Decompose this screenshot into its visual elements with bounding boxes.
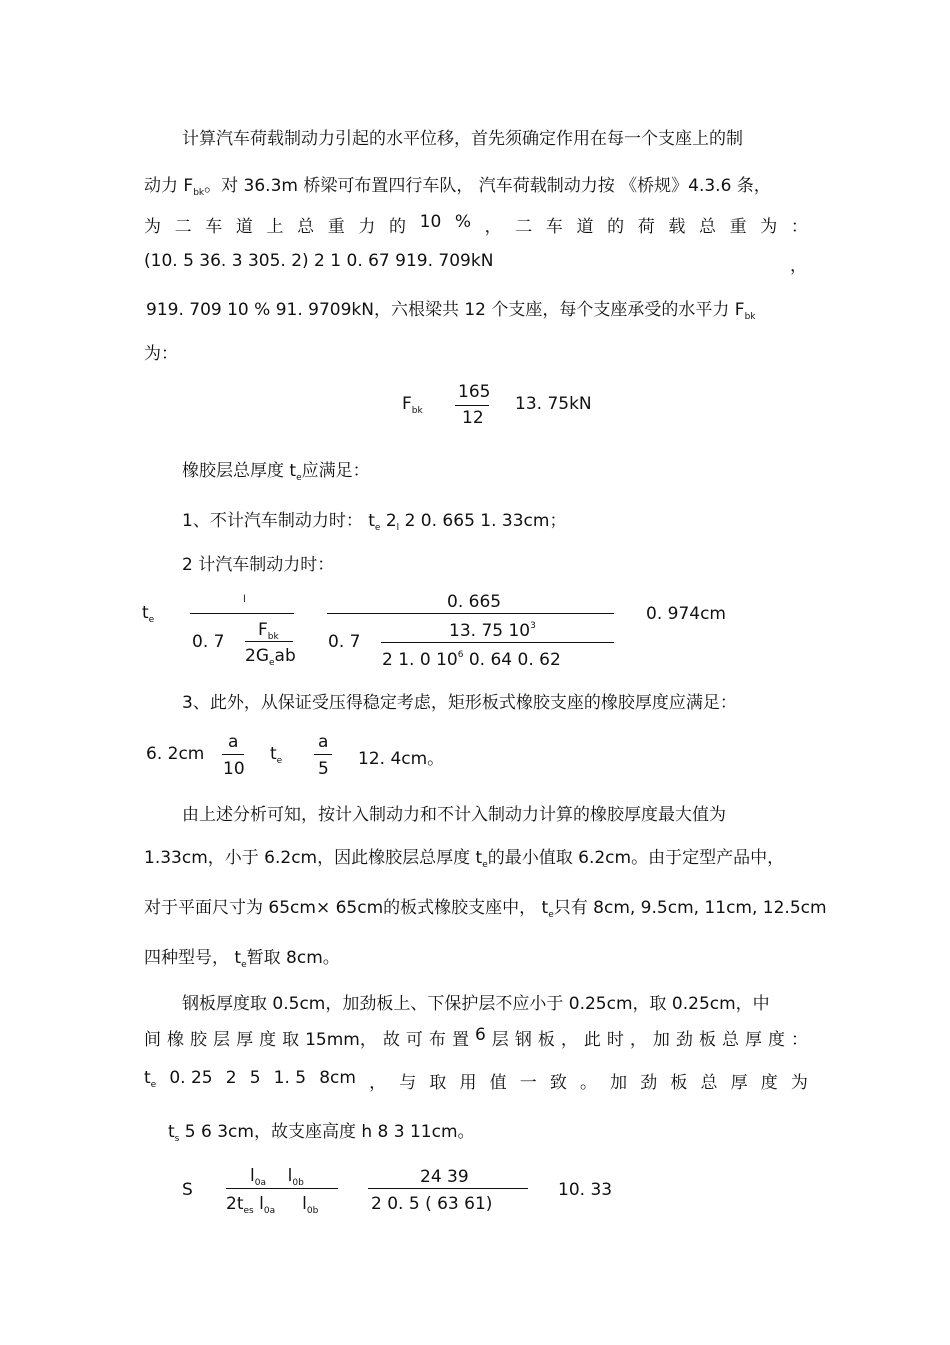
p4-l4-b: 5 6 3cm，故支座高度 h 8 3 11cm。 xyxy=(179,1122,475,1142)
para4-line2-token: 加 xyxy=(652,1030,670,1050)
para1-line3-token: 力 xyxy=(358,217,376,237)
line5-text: 919. 709 10 % 91. 9709kN，六根梁共 12 个支座，每个支座承受的水平力 F xyxy=(146,300,745,320)
para4-line3-token: 2 xyxy=(225,1068,237,1088)
f2-lhs-text: t xyxy=(142,603,149,623)
para1-line3-token: 为 xyxy=(760,217,778,237)
para1-line3-token: 的 xyxy=(607,217,625,237)
para4-line2-token: 度 xyxy=(259,1030,277,1050)
para4-line2-token: ， xyxy=(560,1030,578,1050)
para1-line3-token: 车 xyxy=(545,217,563,237)
para4-line3-token: 与 xyxy=(399,1073,417,1093)
f2-den2-a: 0. 7 xyxy=(328,632,361,652)
f3-mid-text: t xyxy=(270,744,277,764)
para4-line3-token: 度 xyxy=(760,1073,778,1093)
item1-sub2: l xyxy=(396,523,400,533)
f2-num2: 0. 665 xyxy=(447,592,502,612)
p4-l3-t-sub: e xyxy=(150,1080,157,1090)
para4-line2 xyxy=(144,1025,808,1050)
f4-num2: 24 39 xyxy=(420,1167,469,1187)
para4-line2-token: 此 xyxy=(583,1030,601,1050)
f2-den1-den xyxy=(245,646,296,666)
para4-line4 xyxy=(168,1117,475,1142)
f4-den2: 2 0. 5 ( 63 61) xyxy=(371,1194,493,1214)
f1-lhs-text: F xyxy=(402,394,412,414)
f2-bar2 xyxy=(327,613,614,614)
p4-l3-t-text: t xyxy=(144,1068,151,1088)
f2-den2-den xyxy=(382,650,561,670)
para4-line3-token: 劲 xyxy=(640,1073,658,1093)
para4-line2-token: 厚 xyxy=(744,1030,762,1050)
para4-line2-token: 6 xyxy=(474,1025,486,1045)
para1-line1: 计算汽车荷载制动力引起的水平位移，首先须确定作用在每一个支座上的制 xyxy=(182,129,743,149)
para1-line3-token: 二 xyxy=(515,217,533,237)
p4-l4-a: t xyxy=(168,1122,175,1142)
para4-line2-token: 层 xyxy=(213,1030,231,1050)
para4-line3-token: 加 xyxy=(610,1073,628,1093)
f2-rhs: 0. 974cm xyxy=(646,604,726,624)
para4-line2-token: 板 xyxy=(537,1030,555,1050)
f2-den2-den-sup: 6 xyxy=(457,650,464,660)
item3: 3、此外，从保证受压得稳定考虑，矩形板式橡胶支座的橡胶厚度应满足： xyxy=(182,693,737,713)
para4-line2-token: 故 xyxy=(382,1030,400,1050)
para4-line2-token: 可 xyxy=(405,1030,423,1050)
line2-text-b: 。对 36.3m 桥梁可布置四行车队， 汽车荷载制动力按 《桥规》4.3.6 条， xyxy=(204,176,771,196)
para4-line3-token: 取 xyxy=(429,1073,447,1093)
f2-den1-den-sub: e xyxy=(269,658,275,668)
para4-line2-token: 布 xyxy=(428,1030,446,1050)
para1-line3-token: 道 xyxy=(576,217,594,237)
para1-line3-token: 总 xyxy=(699,217,717,237)
para4-line3-token: 0. 25 xyxy=(169,1068,213,1088)
para3-l3-a: 对于平面尺寸为 65cm× 65cm的板式橡胶支座中， t xyxy=(144,898,549,918)
f1-den: 12 xyxy=(462,408,484,428)
para4-line3-token: 为 xyxy=(790,1073,808,1093)
para1-line3-token: 二 xyxy=(174,217,192,237)
para4-line3-token: ， xyxy=(369,1073,387,1093)
item2: 2 计汽车制动力时： xyxy=(182,555,335,575)
para1-line3-token: 总 xyxy=(297,217,315,237)
para1-line4: (10. 5 36. 3 305. 2) 2 1 0. 67 919. 709kN xyxy=(144,251,494,271)
para4-line3-token: 值 xyxy=(489,1073,507,1093)
para1-line3-token: ， xyxy=(484,217,502,237)
f3-right: 12. 4cm。 xyxy=(358,749,445,769)
item1-text-b: 2 xyxy=(380,511,397,531)
para3-line2 xyxy=(144,843,784,868)
para1-line6: 为： xyxy=(144,344,178,364)
f4-den1-a-sub: es xyxy=(243,1206,254,1216)
para4-line2-token: 板 xyxy=(698,1030,716,1050)
para3-l2-b: 的最小值取 6.2cm。由于定型产品中， xyxy=(487,848,785,868)
f4-num1-a-sub: 0a xyxy=(254,1178,266,1188)
f4-lhs: S xyxy=(182,1180,193,1200)
para2-text-b: 应满足： xyxy=(301,461,370,481)
para1-line3-token: 为 xyxy=(144,217,161,237)
f2-bar2-inner xyxy=(381,642,614,643)
para4-line2-token: 胶 xyxy=(190,1030,208,1050)
f4-bar1 xyxy=(226,1188,338,1189)
para1-line3-token: 的 xyxy=(389,217,406,237)
para4-line2-token: 度 xyxy=(767,1030,785,1050)
para4-line2-token: 取 xyxy=(282,1030,300,1050)
para4-line2-token: 劲 xyxy=(675,1030,693,1050)
para4-line2-token: 层 xyxy=(491,1030,509,1050)
f2-den2-den-b: 0. 64 0. 62 xyxy=(463,650,561,670)
f4-den1-c-sub: 0b xyxy=(306,1206,319,1216)
para1-line2 xyxy=(144,171,771,196)
para1-line3-token: ： xyxy=(790,217,808,237)
para1-line3-token: 车 xyxy=(205,217,223,237)
f3-bar1 xyxy=(222,754,244,755)
f1-lhs xyxy=(402,394,423,414)
para3-line3 xyxy=(144,893,827,918)
f4-num1-a: l xyxy=(250,1166,255,1186)
f2-den2-num xyxy=(449,621,536,641)
para4-line3-token: 一 xyxy=(519,1073,537,1093)
para4-line3-token: 5 xyxy=(249,1068,261,1088)
f4-den1 xyxy=(226,1194,318,1214)
para1-line4-end: ， xyxy=(790,256,807,276)
item1-sub1: e xyxy=(374,523,381,533)
f2-den2-den-text: 2 1. 0 10 xyxy=(382,650,458,670)
f1-lhs-sub: bk xyxy=(411,406,423,416)
p4-l4-sub: s xyxy=(174,1134,180,1144)
para1-line3-token: 重 xyxy=(327,217,345,237)
para1-line3-token: 10 xyxy=(419,212,442,232)
para4-line3 xyxy=(144,1068,808,1093)
para4-line2-token: 总 xyxy=(721,1030,739,1050)
f2-den2-num-sup: 3 xyxy=(530,621,536,631)
f3-den1: 10 xyxy=(223,759,245,779)
f1-fraction-bar xyxy=(455,405,489,406)
f3-num1: a xyxy=(228,732,239,752)
para4-line2-token: 15mm， xyxy=(305,1030,377,1050)
para3-l4-a: 四种型号， t xyxy=(144,948,242,968)
f1-rhs: 13. 75kN xyxy=(515,394,592,414)
para4-line2-token: 间 xyxy=(144,1030,161,1050)
f3-bar2 xyxy=(314,754,332,755)
f4-bar2 xyxy=(368,1188,528,1189)
item1 xyxy=(182,506,566,531)
para4-line3-token: 用 xyxy=(459,1073,477,1093)
para3-l3-sub: e xyxy=(548,910,554,920)
p4-l3-t xyxy=(144,1068,156,1093)
para1-line3-token: 重 xyxy=(729,217,747,237)
f2-den1-den-b: ab xyxy=(274,646,296,666)
f3-den2: 5 xyxy=(318,759,329,779)
line2-text-a: 动力 F xyxy=(144,176,194,196)
para3-line4 xyxy=(144,943,340,968)
f4-num1-b-sub: 0b xyxy=(292,1178,304,1188)
para1-line3-token: 荷 xyxy=(637,217,655,237)
para4-line3-token: 8cm xyxy=(319,1068,356,1088)
para4-line2-token: 厚 xyxy=(236,1030,254,1050)
f4-den1-c: l xyxy=(302,1194,307,1214)
f4-num1-b: l xyxy=(287,1166,293,1186)
para2 xyxy=(182,456,370,481)
f2-den1-a: 0. 7 xyxy=(192,632,225,652)
para3-l2-sub: e xyxy=(482,860,488,870)
f2-den2-num-text: 13. 75 10 xyxy=(449,621,531,641)
para4-line3-token: 致 xyxy=(549,1073,567,1093)
para3-l2-a: 1.33cm，小于 6.2cm，因此橡胶层总厚度 t xyxy=(144,848,483,868)
f3-mid xyxy=(270,744,282,764)
f2-den1-den-text: 2G xyxy=(245,646,269,666)
f4-den1-b: l xyxy=(259,1194,264,1214)
para2-sub: e xyxy=(296,473,302,483)
para3-l3-b: 只有 8cm, 9.5cm, 11cm, 12.5cm xyxy=(553,898,827,918)
para4-line2-token: 钢 xyxy=(514,1030,532,1050)
para1-line3-token: 道 xyxy=(235,217,253,237)
para4-line3-token: 。 xyxy=(579,1073,597,1093)
para1-line3-token: 上 xyxy=(266,217,284,237)
para4-line3-token: 厚 xyxy=(730,1073,748,1093)
item1-text-a: 1、不计汽车制动力时： t xyxy=(182,511,375,531)
f2-den1-num-sub: bk xyxy=(267,632,279,642)
para1-line3-token: 载 xyxy=(668,217,686,237)
f3-mid-sub: e xyxy=(276,756,283,766)
para1-line3-token: % xyxy=(454,212,472,232)
line2-sub: bk xyxy=(193,188,205,198)
para4-line3-token: 板 xyxy=(670,1073,688,1093)
f1-num: 165 xyxy=(458,382,491,402)
f2-den1-num-text: F xyxy=(258,620,268,640)
para4-line2-token: 置 xyxy=(451,1030,469,1050)
f2-bar1-inner xyxy=(245,641,293,642)
para4-line3-token: 1. 5 xyxy=(273,1068,307,1088)
item1-text-c: 2 0. 665 1. 33cm； xyxy=(399,511,567,531)
f4-den1-b-sub: 0a xyxy=(263,1206,276,1216)
line5-sub: bk xyxy=(744,312,756,322)
para2-text-a: 橡胶层总厚度 t xyxy=(182,461,297,481)
para1-line5 xyxy=(146,295,756,320)
f4-num1 xyxy=(250,1166,304,1186)
para1-line3 xyxy=(144,212,808,237)
f2-den1-num xyxy=(258,620,279,640)
para3-l4-sub: e xyxy=(241,960,247,970)
para3-line1: 由上述分析可知，按计入制动力和不计入制动力计算的橡胶厚度最大值为 xyxy=(182,805,726,825)
f3-num2: a xyxy=(318,732,329,752)
para4-line2-token: 时 xyxy=(606,1030,624,1050)
para4-line1: 钢板厚度取 0.5cm，加劲板上、下保护层不应小于 0.25cm，取 0.25cm，中 xyxy=(182,994,770,1014)
f2-num1: l xyxy=(243,594,246,605)
f4-den1-a: 2t xyxy=(226,1194,244,1214)
f3-left: 6. 2cm xyxy=(146,744,205,764)
para4-line2-token: ： xyxy=(791,1030,808,1050)
f2-lhs xyxy=(142,603,154,623)
para4-line2-token: ， xyxy=(629,1030,647,1050)
f2-lhs-sub: e xyxy=(148,615,155,625)
para4-line2-token: 橡 xyxy=(167,1030,185,1050)
f4-rhs: 10. 33 xyxy=(558,1180,613,1200)
f2-bar1 xyxy=(190,613,294,614)
para3-l4-b: 暂取 8cm。 xyxy=(246,948,340,968)
para4-line3-token: 总 xyxy=(700,1073,718,1093)
